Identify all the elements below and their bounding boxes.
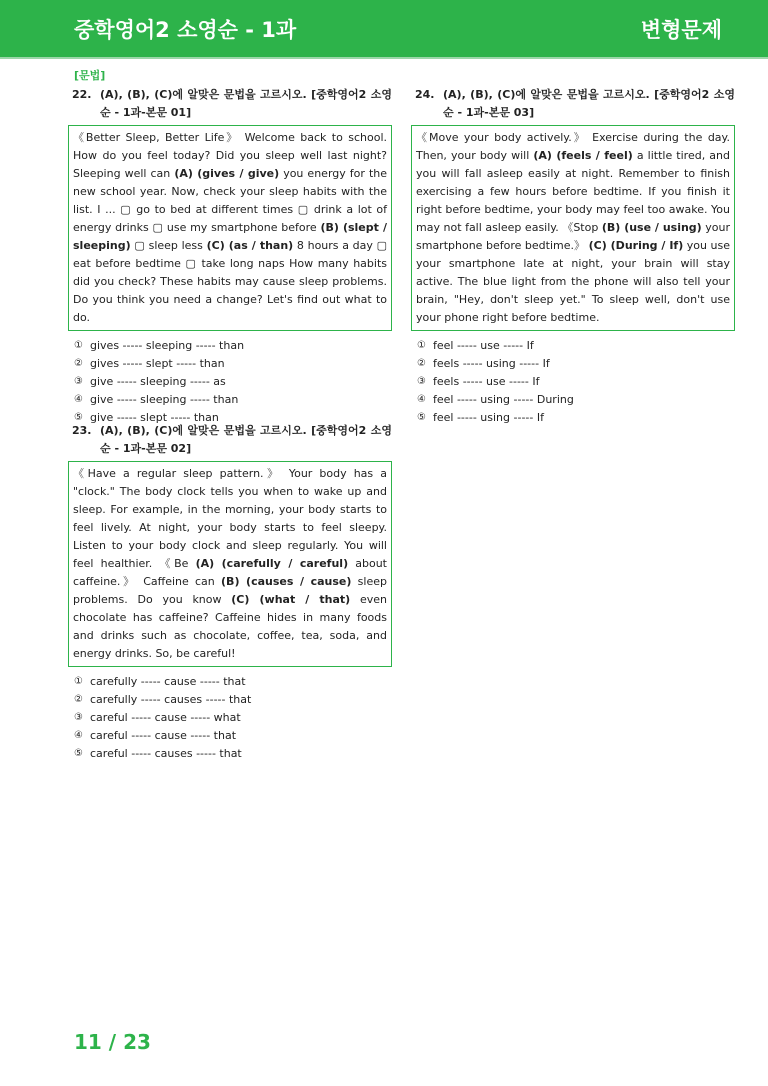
option-text: give ----- sleeping ----- than xyxy=(90,393,239,406)
option-mark: ① xyxy=(417,340,426,351)
question-header xyxy=(68,86,392,122)
option-text: feels ----- using ----- If xyxy=(433,357,550,370)
passage-text: ▢ sleep less xyxy=(130,239,207,252)
option-mark: ⑤ xyxy=(417,412,426,423)
passage-text: you energy for the new school year. Now, check your sleep habits with the list. I ... ▢ go to bed at different times ▢ drink a lot of energy drinks ▢ use my smartphone before xyxy=(73,167,388,234)
passage-box xyxy=(68,125,392,331)
option-5[interactable] xyxy=(411,409,735,427)
option-mark: ② xyxy=(74,694,83,705)
option-mark: ③ xyxy=(417,376,426,387)
page-number: 11 / 23 xyxy=(74,1030,151,1054)
option-2[interactable] xyxy=(68,691,392,709)
option-1[interactable] xyxy=(411,337,735,355)
option-mark: ④ xyxy=(74,394,83,405)
passage-text: 《Move your body actively.》 Exercise during the day. Then, your body will xyxy=(416,131,730,162)
passage-text: you use your smartphone late at night, your brain will stay active. The blue light from the phone will also tell your brain, "Hey, don't sleep yet." To sleep well, don't use your phone right before bedtime. xyxy=(416,239,730,324)
option-3[interactable] xyxy=(68,373,392,391)
option-text: give ----- sleeping ----- as xyxy=(90,375,226,388)
option-mark: ④ xyxy=(417,394,426,405)
passage-box xyxy=(411,125,735,331)
question-number: 23. xyxy=(72,424,92,437)
passage-box xyxy=(68,461,392,667)
option-2[interactable] xyxy=(68,355,392,373)
passage-text: 《Have a regular sleep pattern.》 Your body has a "clock." The body clock tells you when to wake up and sleep. For example, in the morning, your body starts to feel lively. At night, your body starts to feel sleepy. Listen to your body clock and sleep regularly. You will feel healthier. 《Be xyxy=(73,467,387,570)
passage-text: about caffeine.》 Caffeine can xyxy=(73,557,387,588)
option-mark: ② xyxy=(74,358,83,369)
blank-b: (B) (slept / sleeping) xyxy=(73,221,388,252)
option-4[interactable] xyxy=(411,391,735,409)
option-text: feel ----- use ----- If xyxy=(433,339,534,352)
option-mark: ② xyxy=(417,358,426,369)
passage-text: 《Better Sleep, Better Life》 Welcome back to school. How do you feel today? Did you sleep well last night? Sleeping well can xyxy=(73,131,387,180)
option-text: carefully ----- cause ----- that xyxy=(90,675,246,688)
header-right-label: 변형문제 xyxy=(640,18,722,42)
option-1[interactable] xyxy=(68,673,392,691)
option-3[interactable] xyxy=(411,373,735,391)
option-text: gives ----- sleeping ----- than xyxy=(90,339,245,352)
question-23 xyxy=(68,422,392,763)
passage-text: even chocolate has caffeine? Caffeine hides in many foods and drinks such as chocolate, coffee, tea, soda, and energy drinks. So, be careful! xyxy=(73,593,387,660)
blank-a: (A) (feels / feel) xyxy=(533,149,633,162)
option-3[interactable] xyxy=(68,709,392,727)
question-number: 22. xyxy=(72,88,92,101)
option-5[interactable] xyxy=(68,745,392,763)
section-label: [문법] xyxy=(74,69,106,82)
answer-options xyxy=(411,337,735,427)
header-divider xyxy=(0,57,768,59)
question-prompt: (A), (B), (C)에 알맞은 문법을 고르시오. [중학영어2 소영순 - 1과-본문 01] xyxy=(100,88,392,119)
blank-b: (B) (causes / cause) xyxy=(221,575,352,588)
option-text: feels ----- use ----- If xyxy=(433,375,540,388)
option-mark: ④ xyxy=(74,730,83,741)
passage-text: sleep problems. Do you know xyxy=(73,575,387,606)
option-mark: ③ xyxy=(74,376,83,387)
option-text: give ----- slept ----- than xyxy=(90,411,219,424)
option-text: feel ----- using ----- If xyxy=(433,411,544,424)
passage-text: 8 hours a day ▢ eat before bedtime ▢ take long naps How many habits did you check? These habits may cause sleep problems. Do you think you need a change? Let's find out what to do. xyxy=(73,239,387,324)
page-header xyxy=(0,0,768,57)
blank-c: (C) (During / If) xyxy=(588,239,684,252)
blank-c: (C) (what / that) xyxy=(231,593,351,606)
header-title: 중학영어2 소영순 - 1과 xyxy=(74,18,297,42)
option-mark: ⑤ xyxy=(74,748,83,759)
option-text: careful ----- cause ----- that xyxy=(90,729,237,742)
option-text: careful ----- causes ----- that xyxy=(90,747,242,760)
question-header xyxy=(411,86,735,122)
question-prompt: (A), (B), (C)에 알맞은 문법을 고르시오. [중학영어2 소영순 - 1과-본문 03] xyxy=(443,88,735,119)
option-mark: ⑤ xyxy=(74,412,83,423)
option-text: gives ----- slept ----- than xyxy=(90,357,225,370)
blank-a: (A) (gives / give) xyxy=(174,167,280,180)
blank-a: (A) (carefully / careful) xyxy=(195,557,349,570)
option-mark: ③ xyxy=(74,712,83,723)
option-text: feel ----- using ----- During xyxy=(433,393,574,406)
question-header xyxy=(68,422,392,458)
answer-options xyxy=(68,673,392,763)
option-text: carefully ----- causes ----- that xyxy=(90,693,252,706)
passage-text: a little tired, and you will fall asleep easily at night. Remember to finish exercising a few hours before bedtime. If you finish it right before bedtime, your body may feel too awake. You may not fall asleep easily. 《Stop xyxy=(416,149,730,234)
passage-text: your smartphone before bedtime.》 xyxy=(416,221,730,252)
question-prompt: (A), (B), (C)에 알맞은 문법을 고르시오. [중학영어2 소영순 - 1과-본문 02] xyxy=(100,424,392,455)
option-4[interactable] xyxy=(68,727,392,745)
answer-options xyxy=(68,337,392,427)
option-1[interactable] xyxy=(68,337,392,355)
option-text: careful ----- cause ----- what xyxy=(90,711,241,724)
option-2[interactable] xyxy=(411,355,735,373)
question-number: 24. xyxy=(415,88,435,101)
question-24 xyxy=(411,86,735,427)
blank-b: (B) (use / using) xyxy=(601,221,702,234)
option-mark: ① xyxy=(74,676,83,687)
option-4[interactable] xyxy=(68,391,392,409)
option-mark: ① xyxy=(74,340,83,351)
blank-c: (C) (as / than) xyxy=(206,239,294,252)
question-22 xyxy=(68,86,392,427)
